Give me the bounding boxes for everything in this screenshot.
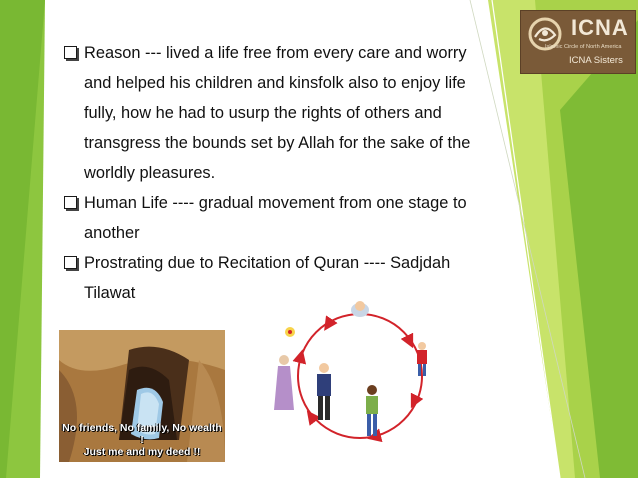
bullet-line: Prostrating due to Recitation of Quran ---- Sadjdah (84, 254, 451, 272)
bullet-line: Human Life ---- gradual movement from one stage to (84, 194, 467, 212)
checkbox-bullet-icon (64, 256, 77, 269)
grave-caption-line: Just me and my deed !! (83, 446, 201, 458)
bullet-line: fully, how he had to usurp the rights of others and (84, 104, 442, 122)
bullet-reason (62, 38, 512, 188)
logo-sub-text: ICNA Sisters (569, 55, 623, 66)
bullet-line: and helped his children and kinsfolk also to enjoy life (84, 74, 466, 92)
cycle-arrow (300, 356, 301, 360)
baby-figure (351, 301, 369, 317)
bullet-line: Reason --- lived a life free from every care and worry (84, 44, 467, 62)
logo-brand-text: ICNA (571, 15, 629, 40)
icna-logo (520, 10, 636, 74)
flower-icon (285, 327, 295, 337)
cycle-arrow (374, 436, 378, 437)
bullet-line: Tilawat (84, 284, 136, 302)
logo-org-text: Islamic Circle of North America (545, 44, 622, 50)
bullet-line: worldly pleasures. (84, 164, 216, 182)
grave-caption (59, 422, 225, 458)
life-cycle-diagram (268, 298, 448, 468)
elderly-figure (274, 355, 294, 410)
bullet-line: another (84, 224, 140, 242)
grave-image (59, 330, 225, 462)
bullet-line: transgress the bounds set by Allah for the sake of the (84, 134, 471, 152)
checkbox-bullet-icon (64, 46, 77, 59)
adult-figure (317, 363, 331, 420)
checkbox-bullet-icon (64, 196, 77, 209)
teen-figure (366, 385, 378, 436)
bullet-human-life (62, 188, 512, 248)
bullet-list (62, 38, 512, 308)
grave-caption-line: No friends, No family, No wealth ! (62, 422, 222, 446)
cycle-circle (298, 314, 422, 438)
